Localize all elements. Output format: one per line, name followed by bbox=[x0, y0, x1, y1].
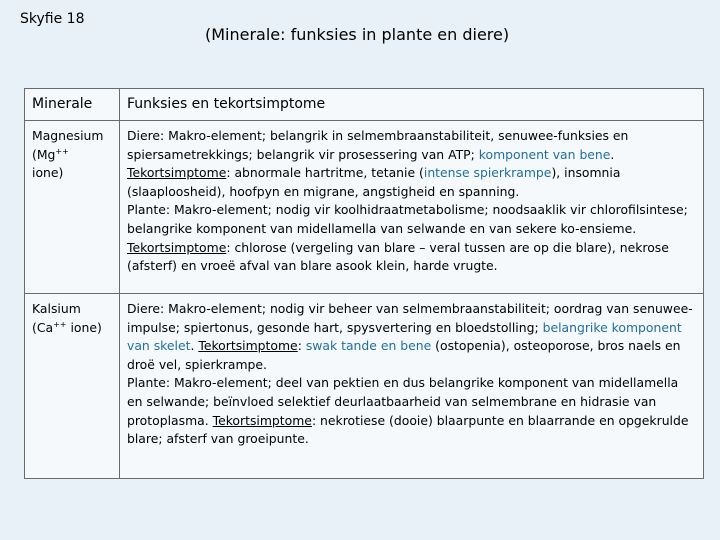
mineral-formula-prefix: (Mg bbox=[32, 146, 56, 162]
tekort-text: : chlorose (vergeling van blare – veral tussen are op die blare), nekrose (afsterf) en vroeë afval van blare asook klein, harde vrugte. bbox=[127, 239, 669, 274]
header-minerale: Minerale bbox=[25, 89, 120, 121]
tekortsimptome-label: Tekortsimptome bbox=[127, 165, 227, 181]
table-row-calcium bbox=[25, 294, 704, 479]
slide-subtitle: (Minerale: funksies in plante en diere) bbox=[205, 25, 510, 44]
tekort-text: ), insomnia (slaaploosheid), hoofpyn en migrane, angstigheid en spanning. bbox=[127, 165, 621, 199]
table-row-magnesium bbox=[25, 121, 704, 294]
diere-text: . bbox=[190, 338, 199, 354]
highlight-text: komponent van bene bbox=[478, 146, 611, 162]
tekortsimptome-label: Tekortsimptome bbox=[212, 412, 312, 428]
tekort-text: (ostopenia), osteoporose, bros naels en droë vel, spierkrampe. bbox=[127, 338, 681, 372]
plante-text: Makro-element; nodig vir koolhidraatmetabolisme; noodsaaklik vir chlorofilsintese; belangrike komponent van midellamella van selwande en van sekere ko-ensieme. bbox=[127, 202, 688, 236]
table-header-row bbox=[25, 89, 704, 121]
mineral-cell-magnesium bbox=[25, 121, 120, 294]
tekortsimptome-label: Tekortsimptome bbox=[198, 338, 298, 354]
minerals-table bbox=[24, 88, 704, 479]
tekort-text: : abnormale hartritme, tetanie ( bbox=[226, 165, 424, 181]
diere-text: Makro-element; nodig vir beheer van selmembraanstabiliteit; oordrag van senuwee-impulse; spiertonus, gesonde hart, spysvertering en bloedstolling; bbox=[127, 301, 693, 335]
header-funksies: Funksies en tekortsimptome bbox=[120, 89, 704, 121]
highlight-text: swak tande en bene bbox=[305, 338, 432, 354]
highlight-text: belangrike komponent van skelet bbox=[127, 319, 682, 354]
plante-label: Plante: bbox=[127, 375, 171, 391]
functions-cell-magnesium bbox=[120, 121, 704, 294]
plante-label: Plante: bbox=[127, 202, 171, 218]
tekortsimptome-label: Tekortsimptome bbox=[127, 239, 227, 255]
diere-label: Diere: bbox=[127, 128, 165, 143]
diere-text: Makro-element; belangrik in selmembraanstabiliteit, senuwee-funksies en spiersametrekkings; belangrik vir prosessering van ATP; bbox=[127, 128, 629, 162]
mineral-charge: ++ bbox=[55, 146, 69, 156]
slide-label: Skyfie 18 bbox=[20, 11, 85, 27]
diere-label: Diere: bbox=[127, 301, 165, 316]
tekort-text: : bbox=[297, 338, 306, 354]
functions-cell-calcium bbox=[120, 294, 704, 479]
mineral-name: Magnesium bbox=[32, 128, 104, 143]
plante-text: Makro-element; deel van pektien en dus belangrike komponent van midellamella en selwande; beïnvloed selektief deurlaatbaarheid van selmembrane en hidrasie van protoplasma. bbox=[127, 375, 679, 428]
diere-text: . bbox=[610, 146, 615, 162]
mineral-formula-suffix: ione) bbox=[66, 319, 102, 335]
tekort-text: : nekrotiese (dooie) blaarpunte en blaarrande en opgekrulde blare; afsterf van groeipunte. bbox=[127, 412, 689, 447]
mineral-name: Kalsium (Ca bbox=[32, 301, 81, 335]
mineral-charge: ++ bbox=[53, 319, 67, 329]
mineral-cell-calcium bbox=[25, 294, 120, 479]
highlight-text: intense spierkrampe bbox=[423, 165, 552, 181]
mineral-formula-suffix: ione) bbox=[32, 165, 64, 181]
